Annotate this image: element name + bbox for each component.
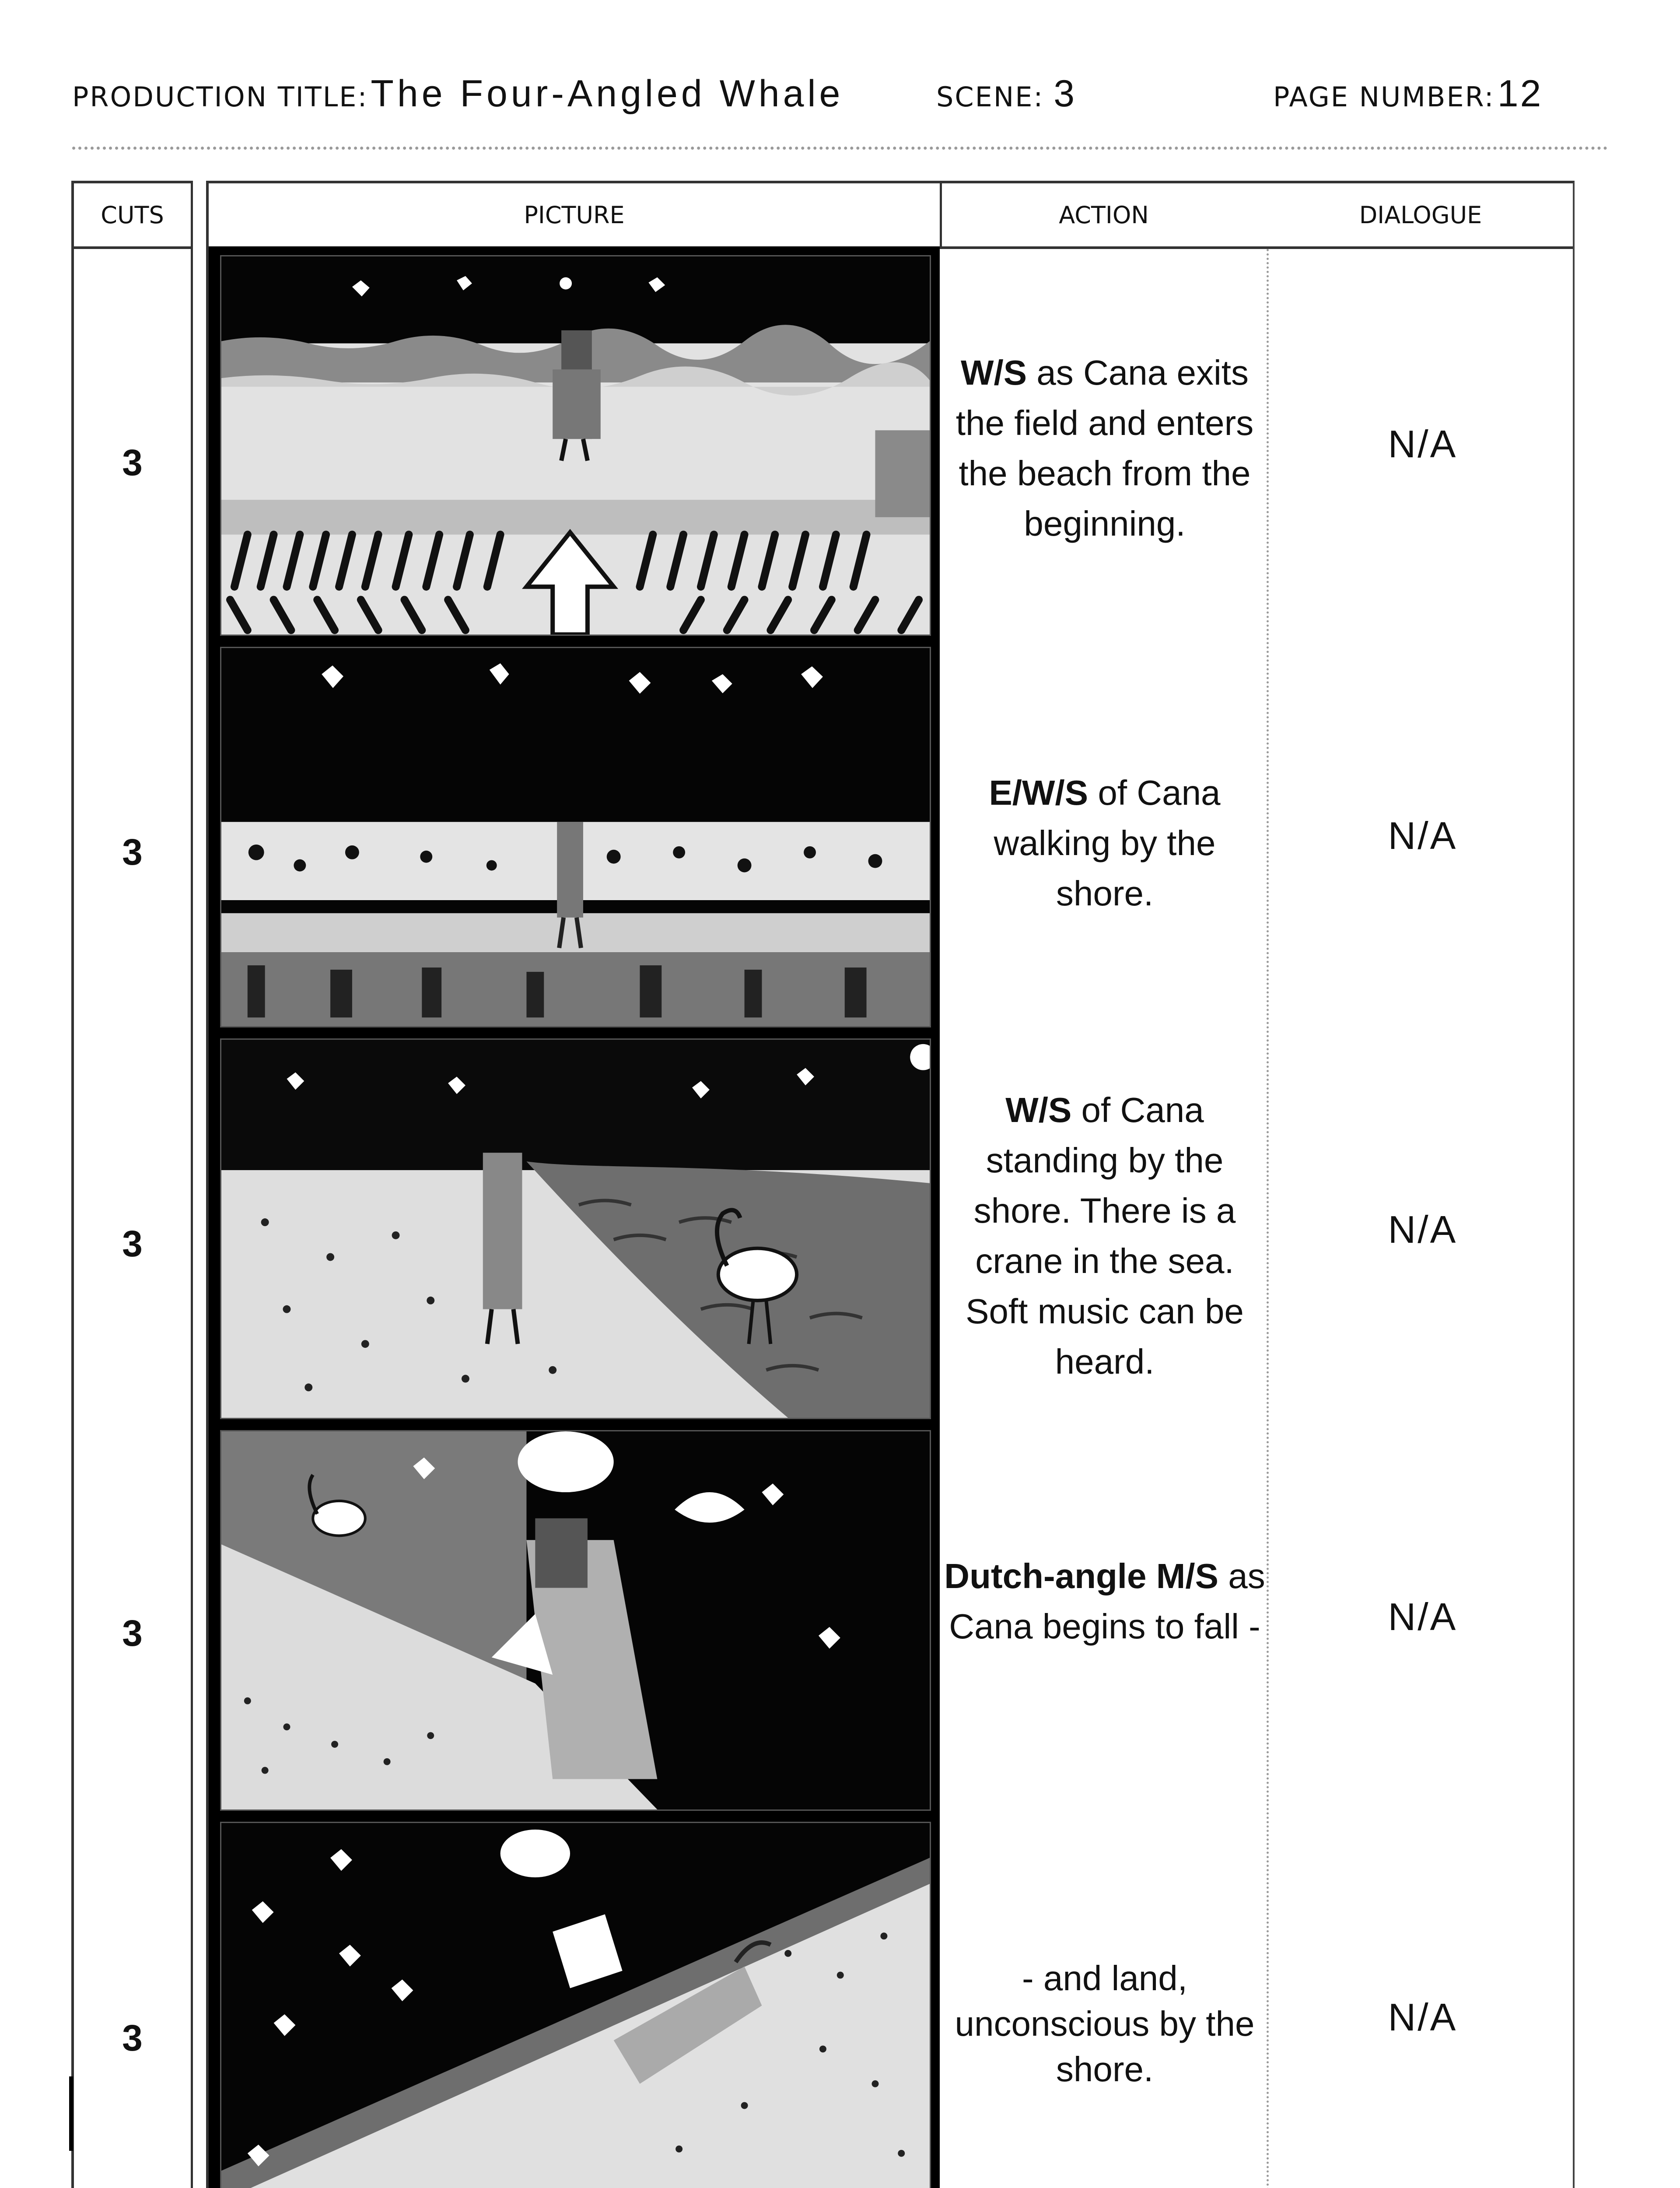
scene-number: 3 bbox=[1054, 73, 1078, 115]
page-header bbox=[72, 72, 1568, 120]
cut-number-2: 3 bbox=[122, 831, 143, 873]
action-text-1: as Cana exits the field and enters the beach from the beginning. bbox=[956, 353, 1254, 543]
dialogue-cell-2: N/A bbox=[1388, 814, 1458, 857]
cut-number-5: 3 bbox=[122, 2017, 143, 2058]
action-cell-1 bbox=[944, 347, 1266, 549]
page-number-label: PAGE NUMBER: bbox=[1273, 81, 1495, 113]
header-divider bbox=[72, 147, 1608, 150]
storyboard-frame-5 bbox=[220, 1822, 931, 2188]
page-number: 12 bbox=[1497, 73, 1543, 115]
picture-column bbox=[209, 246, 940, 2188]
cut-number-3: 3 bbox=[122, 1223, 143, 1264]
storyboard-frame-4 bbox=[220, 1430, 931, 1811]
cut-number-1: 3 bbox=[122, 442, 143, 483]
action-shot-4: Dutch-angle M/S bbox=[944, 1557, 1218, 1595]
storyboard-table bbox=[71, 181, 1575, 2188]
action-cell-5 bbox=[944, 1956, 1266, 2092]
action-dialogue-separator bbox=[1267, 249, 1269, 2188]
action-text-5: - and land, unconscious by the shore. bbox=[955, 1959, 1255, 2089]
action-header: ACTION bbox=[1059, 201, 1149, 229]
edge-mark bbox=[69, 2076, 73, 2151]
field-to-beach-sketch-icon bbox=[221, 256, 930, 635]
action-text-3: of Cana standing by the shore. There is a crane in the sea. Soft music can be heard. bbox=[966, 1090, 1244, 1381]
main-columns bbox=[206, 181, 1575, 2188]
dialogue-cell-5: N/A bbox=[1388, 1995, 1458, 2039]
production-title: The Four-Angled Whale bbox=[371, 73, 844, 115]
storyboard-frame-2 bbox=[220, 647, 931, 1027]
shore-walk-sketch-icon bbox=[221, 648, 930, 1026]
crane-shore-sketch-icon bbox=[221, 1040, 930, 1418]
scene-group bbox=[936, 72, 1078, 116]
action-text-4: as Cana begins to fall - bbox=[949, 1557, 1265, 1646]
page-number-group bbox=[1273, 72, 1543, 116]
dialogue-cell-4: N/A bbox=[1388, 1595, 1458, 1638]
action-text-2: of Cana walking by the shore. bbox=[994, 773, 1221, 913]
action-cell-4 bbox=[944, 1551, 1266, 1652]
dialogue-cell-3: N/A bbox=[1388, 1208, 1458, 1251]
production-title-label: PRODUCTION TITLE: bbox=[72, 81, 368, 113]
storyboard-frame-3 bbox=[220, 1038, 931, 1419]
unconscious-landing-sketch-icon bbox=[221, 1823, 930, 2188]
action-cell-3 bbox=[944, 1085, 1266, 1387]
action-shot-3: W/S bbox=[1005, 1090, 1072, 1129]
header-separator bbox=[940, 183, 942, 246]
dutch-angle-fall-sketch-icon bbox=[221, 1431, 930, 1809]
scene-label: SCENE: bbox=[936, 81, 1044, 113]
main-header bbox=[209, 183, 1573, 249]
dialogue-header: DIALOGUE bbox=[1359, 201, 1482, 229]
cut-number-4: 3 bbox=[122, 1613, 143, 1654]
action-shot-1: W/S bbox=[960, 353, 1027, 392]
action-shot-2: E/W/S bbox=[989, 773, 1088, 812]
storyboard-frame-1 bbox=[220, 255, 931, 636]
dialogue-cell-1: N/A bbox=[1388, 422, 1458, 466]
production-title-group bbox=[72, 72, 844, 116]
action-cell-2 bbox=[944, 768, 1266, 919]
picture-header: PICTURE bbox=[524, 201, 625, 229]
cuts-header: CUTS bbox=[74, 183, 191, 249]
cuts-column bbox=[71, 181, 193, 2188]
